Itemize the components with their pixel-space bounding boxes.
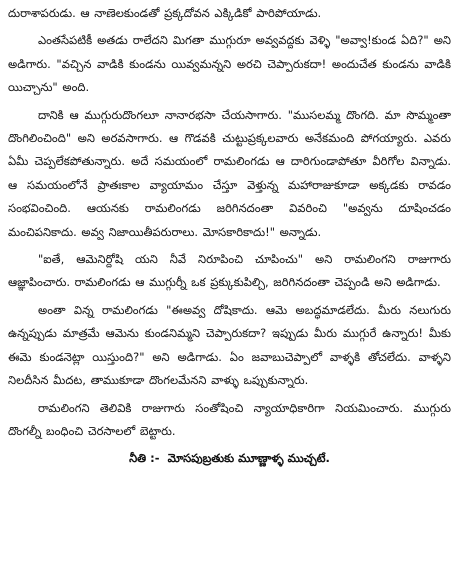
story-paragraph-1: దురాశాపరుడు. ఆ నాణెలకుండతో ప్రక్కదోవన ఎక్కిడికో పారిపోయాడు. bbox=[8, 6, 322, 20]
story-paragraph-4: "ఐతే, ఆమెనిర్దోషి యని నీవే నిరూపించి చూపించు" అని రామలింగని రాజుగారు ఆజ్ఞాపించారు. రామలింగడు ఆ ముగ్గుర్నీ ఒక ప్రక్కుకుపిల్చి, జరిగినదంతా చెప్పండి అని అడిగాడు. bbox=[8, 252, 451, 290]
moral-label: నీతి :- bbox=[129, 451, 160, 466]
story-paragraph-6: రామలింగని తెలివికి రాజుగారు సంతోషించి న్యాయాధికారిగా నియమించారు. ముగ్గురు దొంగల్నీ బంధించి చెరసాలలో బెట్టారు. bbox=[8, 400, 451, 438]
moral-line bbox=[8, 447, 451, 470]
story-paragraph-3: దానికి ఆ ముగ్గురుదొంగలూ నానారభసా చేయసాగారు. "ముసలమ్మ దొంగది. మా సొమ్మంతా దొంగిలించింది" అని అరవసాగారు. ఆ గొడవకి చుట్టుప్రక్కలవారు అనేకమంది పోగయ్యారు. ఎవరు ఏమీ చెప్పలేకపోతున్నారు. అదే సమయంలో రామలింగడు ఆ దారిగుండాపోతూ వీరిగోల విన్నాడు. ఆ సమయంలోనే ప్రాతఃకాల వ్యాయామం చేస్తూ వెళ్తున్న మహారాజుకూడా అక్కడకు రావడం సంభవించింది. ఆయనకు రామలింగడు జరిగినదంతా వివరించి "అవ్వను దూషించడం మంచిపనికాదు. అవ్వ నిజాయితీపరురాలు. మోసకారికాదు!" అన్నాడు. bbox=[8, 107, 451, 239]
story-paragraph-2: ఎంతసేపటికీ అతడు రాలేదని మిగతా ముగ్గురూ అవ్వవద్దకు వెళ్ళి "అవ్వా!కుండ ఏది?" అని అడిగారు. "వచ్చిన వాడికి కుండను యివ్వమన్నని అరచి చెప్పారుకదా! అందుచేత కుండను వాడికి యిచ్చాను" అంది. bbox=[8, 33, 451, 95]
story-paragraph-5: అంతా విన్న రామలింగడు "ఈఅవ్వ దోషికాదు. ఆమె అబద్ధమాడలేదు. మీరు నలుగురు ఉన్నప్పుడు మాత్రమే ఆమెను కుండనిమ్మని చెప్పారుకదా? ఇప్పుడు మీరు ముగ్గురే ఉన్నారు! మీకు ఈమె కుండనెట్లా యిస్తుంది?" అని అడిగాడు. ఏం జవాబుచెప్పాలో వాళ్ళకి తోచలేదు. వాళ్ళని నిలదీసిన మీదట, తాముకూడా దొంగలమేనని వాళ్ళు ఒప్పుకున్నారు. bbox=[8, 302, 451, 388]
moral-text: మోసపుబ్రతుకు మూణ్ణాళ్ళ ముచ్చటే. bbox=[167, 451, 330, 466]
